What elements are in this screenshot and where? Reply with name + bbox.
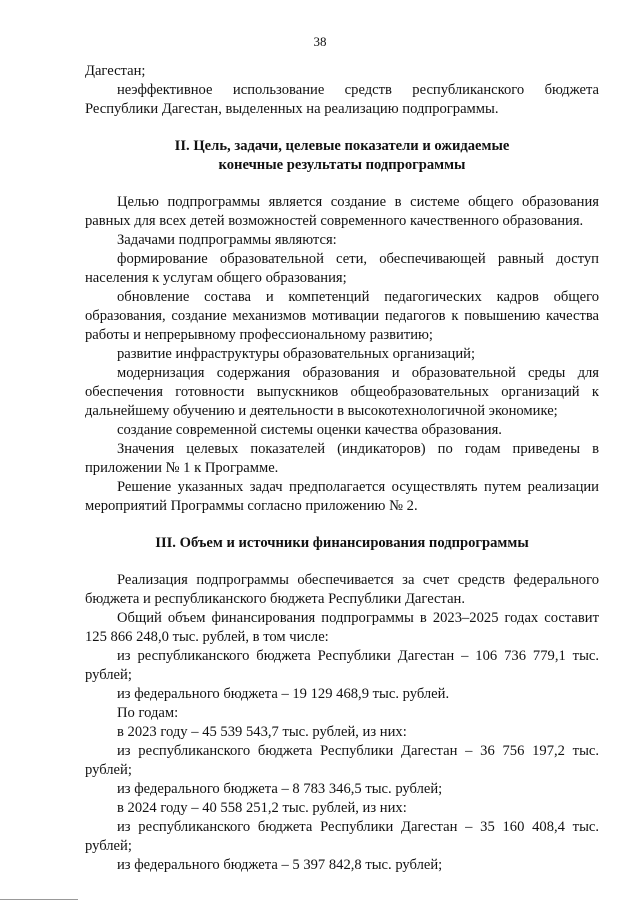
section-2-paragraph: Решение указанных задач предполагается осуществлять путем реализации мероприятий Программы согласно приложению № 2.	[85, 479, 599, 514]
section-3-paragraph: из республиканского бюджета Республики Дагестан – 106 736 779,1 тыс. рублей;	[85, 648, 599, 683]
section-2-title-line-2: конечные результаты подпрограммы	[218, 157, 466, 173]
page-number: 38	[313, 34, 327, 49]
section-2-paragraph: обновление состава и компетенций педагогических кадров общего образования, создание механизмов мотивации педагогов к повышению качества работы и непрерывному профессиональному развитию;	[85, 289, 599, 343]
intro-paragraph-1: Дагестан;	[85, 63, 146, 79]
spacer	[85, 553, 599, 571]
section-3-title: III. Объем и источники финансирования подпрограммы	[155, 535, 529, 551]
section-3-paragraph: из республиканского бюджета Республики Дагестан – 35 160 408,4 тыс. рублей;	[85, 819, 599, 854]
spacer	[85, 175, 599, 193]
section-2-paragraph: развитие инфраструктуры образовательных организаций;	[117, 346, 475, 362]
section-2-paragraph: Задачами подпрограммы являются:	[117, 232, 337, 248]
section-3-paragraph: из республиканского бюджета Республики Дагестан – 36 756 197,2 тыс. рублей;	[85, 743, 599, 778]
spacer	[85, 119, 599, 137]
section-3-paragraph: По годам:	[117, 705, 179, 721]
section-3-paragraph: в 2024 году – 40 558 251,2 тыс. рублей, из них:	[117, 800, 407, 816]
section-3-paragraph: в 2023 году – 45 539 543,7 тыс. рублей, из них:	[117, 724, 407, 740]
section-2-paragraph: модернизация содержания образования и образовательной среды для обеспечения готовности выпускников общеобразовательных организаций к дальнейшему обучению и деятельности в высокотехнологичной экономике;	[85, 365, 599, 419]
spacer	[85, 516, 599, 534]
document-body	[85, 62, 599, 875]
section-3-paragraph: Общий объем финансирования подпрограммы в 2023–2025 годах составит 125 866 248,0 тыс. рублей, в том числе:	[85, 610, 599, 645]
section-2-paragraph: Целью подпрограммы является создание в системе общего образования равных для всех детей возможностей современного качественного образования.	[85, 194, 599, 229]
section-3-paragraph: из федерального бюджета – 5 397 842,8 тыс. рублей;	[117, 857, 443, 873]
section-2-paragraph: Значения целевых показателей (индикаторов) по годам приведены в приложении № 1 к Программе.	[85, 441, 599, 476]
section-3-paragraph: из федерального бюджета – 19 129 468,9 тыс. рублей.	[117, 686, 450, 702]
bottom-scan-line	[0, 899, 78, 900]
section-3-paragraph: Реализация подпрограммы обеспечивается за счет средств федерального бюджета и республиканского бюджета Республики Дагестан.	[85, 572, 599, 607]
section-3-paragraph: из федерального бюджета – 8 783 346,5 тыс. рублей;	[117, 781, 443, 797]
intro-paragraph-2: неэффективное использование средств республиканского бюджета Республики Дагестан, выделенных на реализацию подпрограммы.	[85, 82, 599, 117]
section-2-paragraph: создание современной системы оценки качества образования.	[117, 422, 502, 438]
section-2-title-line-1: II. Цель, задачи, целевые показатели и ожидаемые	[174, 138, 510, 154]
section-2-paragraph: формирование образовательной сети, обеспечивающей равный доступ населения к услугам общего образования;	[85, 251, 599, 286]
